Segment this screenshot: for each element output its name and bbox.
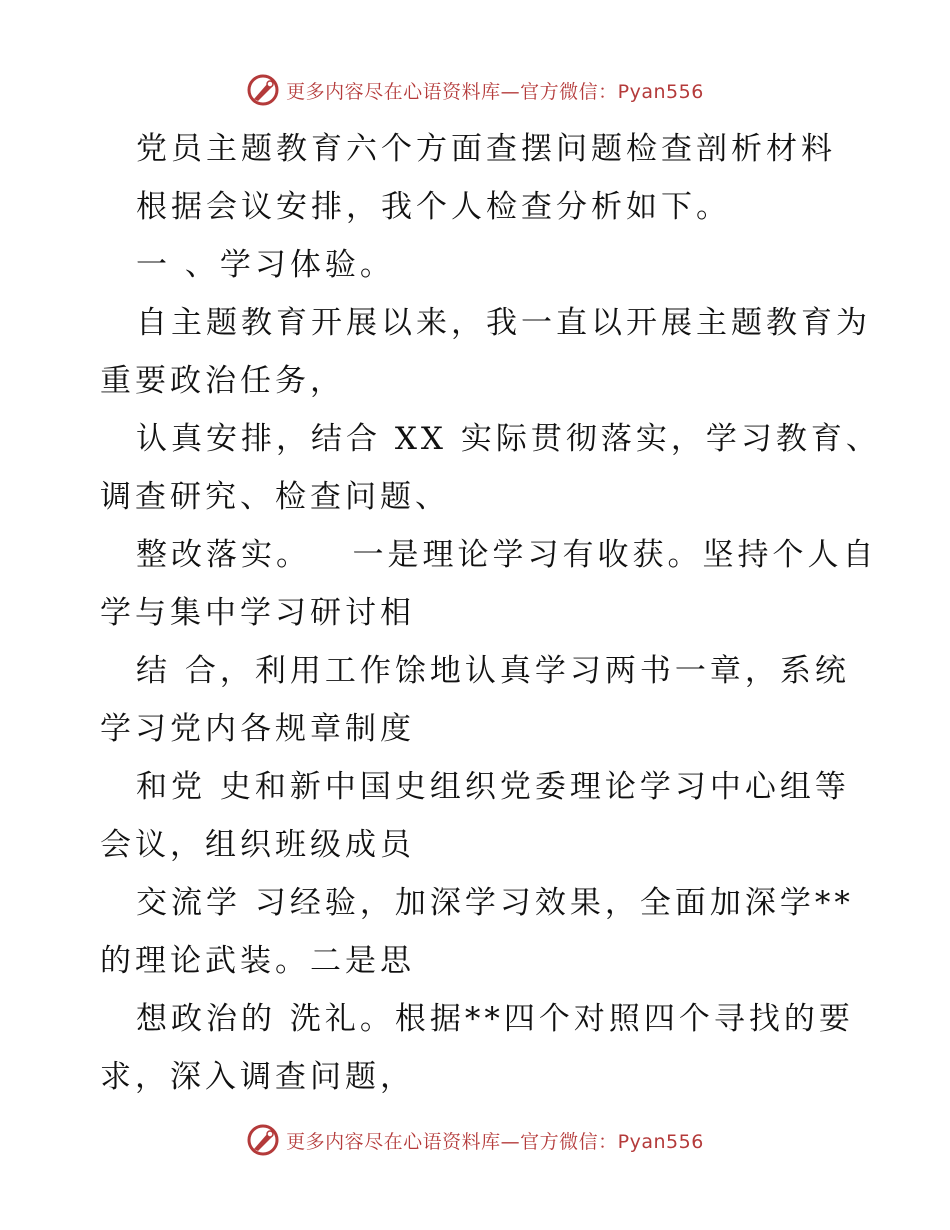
paragraph-line: 交流学 习经验，加深学习效果，全面加深学** [136,885,854,921]
document-body [100,120,881,1106]
pen-logo-icon [246,1123,280,1157]
paragraph-line: 和党 史和新中国史组织党委理论学习中心组等 [136,769,850,805]
paragraph-line: 整改落实。 一是理论学习有收获。坚持个人自 [136,537,878,573]
header-watermark [0,70,950,110]
document-title: 党员主题教育六个方面查摆问题检查剖析材料 [136,131,836,167]
paragraph-line: 认真安排，结合 XX 实际贯彻落实，学习教育、 [136,421,881,457]
paragraph-line: 的理论武装。二是思 [100,943,415,979]
watermark-text: 更多内容尽在心语资料库—官方微信：Pyan556 [286,80,704,103]
paragraph-line: 调查研究、检查问题、 [100,479,450,515]
paragraph-line: 自主题教育开展以来，我一直以开展主题教育为 [136,305,871,341]
watermark-text: 更多内容尽在心语资料库—官方微信：Pyan556 [286,1130,704,1153]
paragraph-line: 根据会议安排，我个人检查分析如下。 [136,189,731,225]
paragraph-line: 会议，组织班级成员 [100,827,415,863]
paragraph-line: 求，深入调查问题， [100,1059,415,1095]
section-heading: 一 、学习体验。 [136,247,395,283]
pen-logo-icon [246,73,280,107]
paragraph-line: 重要政治任务， [100,363,345,399]
footer-watermark [0,1120,950,1160]
paragraph-line: 学习党内各规章制度 [100,711,415,747]
paragraph-line: 想政治的 洗礼。根据**四个对照四个寻找的要 [136,1001,854,1037]
paragraph-line: 学与集中学习研讨相 [100,595,415,631]
paragraph-line: 结 合，利用工作馀地认真学习两书一章，系统 [136,653,850,689]
